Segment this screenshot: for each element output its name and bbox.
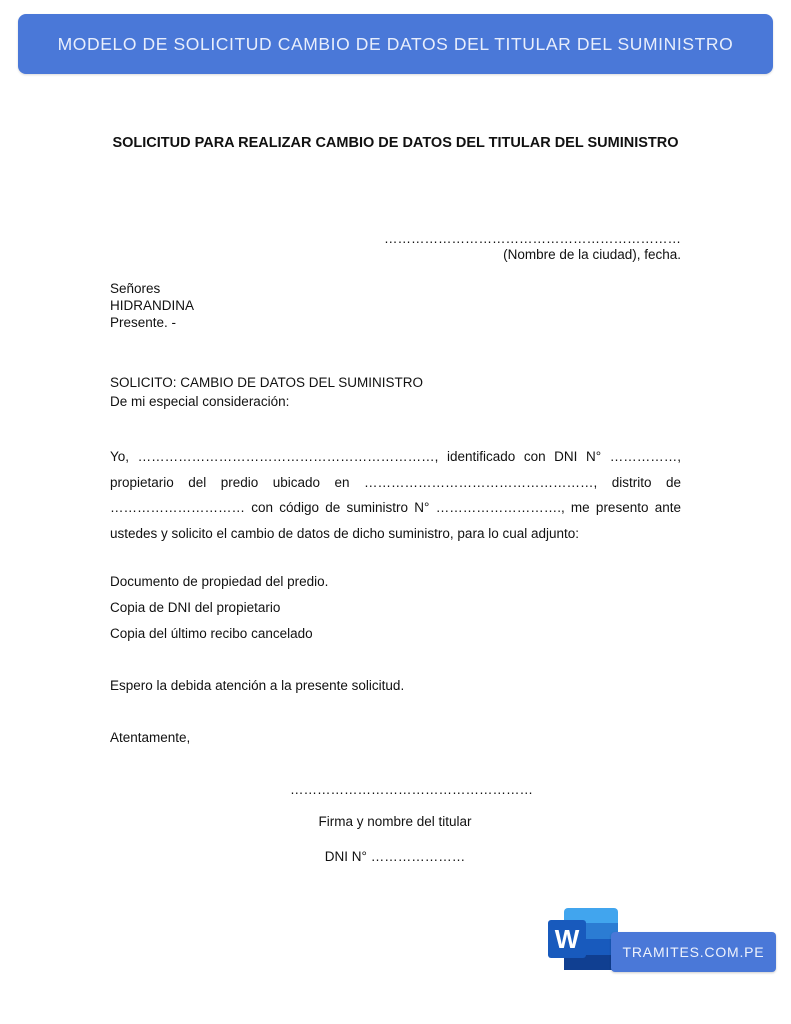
attachment-item: Copia de DNI del propietario — [110, 600, 281, 615]
paragraph-line: Yo, …………………………………………………………, identificado con DNI N° ……………, — [110, 449, 681, 464]
greeting-line: De mi especial consideración: — [110, 394, 290, 409]
subject-line: SOLICITO: CAMBIO DE DATOS DEL SUMINISTRO — [110, 375, 424, 390]
paragraph-line: ustedes y solicito el cambio de datos de dicho suministro, para lo cual adjunto: — [110, 525, 580, 541]
document-title: SOLICITUD PARA REALIZAR CAMBIO DE DATOS DEL TITULAR DEL SUMINISTRO — [112, 135, 679, 151]
banner-title: MODELO DE SOLICITUD CAMBIO DE DATOS DEL TITULAR DEL SUMINISTRO — [57, 33, 734, 54]
signature-label: Firma y nombre del titular — [318, 814, 472, 829]
closing-request: Espero la debida atención a la presente solicitud. — [110, 678, 405, 693]
signature-dots: ……………………………………………… — [290, 782, 533, 797]
recipient-line3: Presente. - — [110, 315, 177, 330]
word-logo-letter: W — [554, 924, 580, 954]
word-logo-icon — [546, 906, 620, 972]
brand-badge — [611, 932, 776, 972]
header-banner — [18, 14, 773, 74]
body-paragraph — [110, 444, 681, 546]
attachment-item: Documento de propiedad del predio. — [110, 574, 329, 589]
farewell: Atentamente, — [110, 730, 191, 745]
recipient-line1: Señores — [110, 281, 161, 296]
date-dots: ………………………………………………………… — [384, 231, 681, 246]
attachment-item: Copia del último recibo cancelado — [110, 626, 313, 641]
brand-name: TRAMITES.COM.PE — [622, 944, 765, 960]
recipient-line2: HIDRANDINA — [110, 298, 195, 313]
dni-line: DNI N° ………………… — [324, 849, 466, 864]
paragraph-line: propietario del predio ubicado en ……………………………………………, distrito de — [110, 474, 681, 490]
paragraph-line: ………………………… con código de suministro N° ………………………., me presento ante — [110, 500, 681, 515]
date-line: (Nombre de la ciudad), fecha. — [503, 247, 681, 262]
